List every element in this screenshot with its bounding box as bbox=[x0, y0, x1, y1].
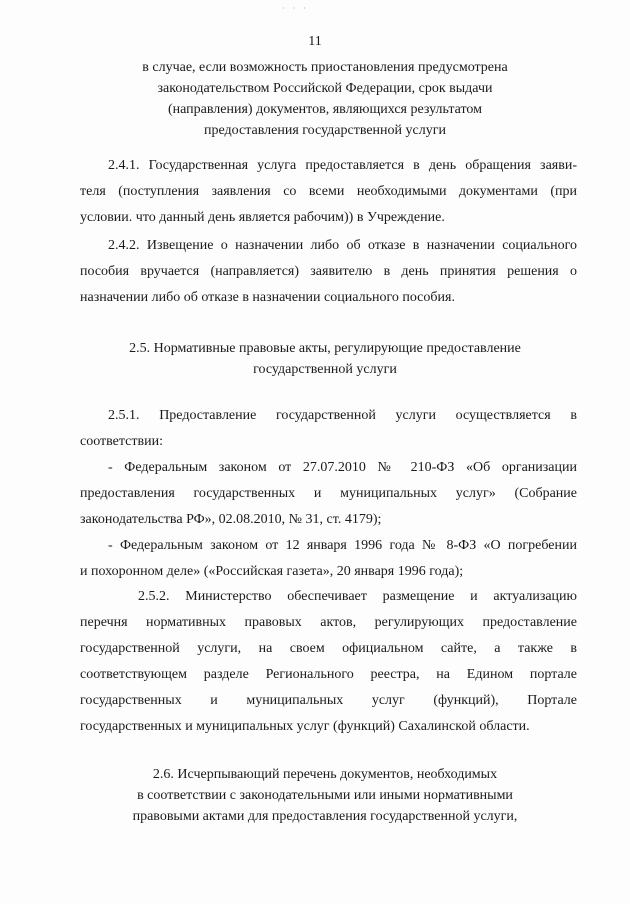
paragraph-line: государственной услуги, на своем официальном сайте, а также в bbox=[80, 641, 577, 656]
section-2-5-heading bbox=[60, 338, 590, 380]
paragraph-line: соответствующем разделе Регионального реестра, на Едином портале bbox=[80, 667, 577, 682]
paragraph-line: 2.4.1. Государственная услуга предоставляется в день обращения заяви- bbox=[108, 158, 577, 173]
paragraph-line: условии. что данный день является рабочим)) в Учреждение. bbox=[80, 210, 445, 225]
paragraph-line: законодательства РФ», 02.08.2010, № 31, ст. 4179); bbox=[80, 512, 382, 527]
paragraph-line: теля (поступления заявления со всеми необходимыми документами (при bbox=[80, 184, 577, 199]
paragraph-line: 2.5.2. Министерство обеспечивает размещение и актуализацию bbox=[138, 589, 577, 604]
heading-line: в случае, если возможность приостановления предусмотрена bbox=[142, 60, 508, 75]
paragraph-line: 2.5.1. Предоставление государственной услуги осуществляется в bbox=[108, 408, 577, 423]
heading-line: 2.5. Нормативные правовые акты, регулирующие предоставление bbox=[129, 341, 521, 356]
scan-dots: · · · bbox=[282, 4, 309, 13]
paragraph-line: и похоронном деле» («Российская газета», 20 января 1996 года); bbox=[80, 564, 464, 579]
paragraph-2-4-2 bbox=[80, 233, 577, 311]
paragraph-line: государственных и муниципальных услуг (функций) Сахалинской области. bbox=[80, 719, 530, 734]
heading-line: предоставления государственной услуги bbox=[204, 123, 446, 138]
paragraph-line: пособия вручается (направляется) заявителю в день принятия решения о bbox=[80, 264, 577, 279]
heading-line: в соответствии с законодательными или иными нормативными bbox=[137, 788, 513, 803]
page-number: 11 bbox=[308, 34, 322, 49]
paragraph-line: назначении либо об отказе в назначении социального пособия. bbox=[80, 290, 455, 305]
paragraph-line: перечня нормативных правовых актов, регулирующих предоставление bbox=[80, 615, 577, 630]
paragraph-2-4-1 bbox=[80, 153, 577, 231]
paragraph-2-5-1 bbox=[80, 403, 577, 455]
heading-line: 2.6. Исчерпывающий перечень документов, необходимых bbox=[152, 767, 498, 782]
heading-line: (направления) документов, являющихся результатом bbox=[167, 102, 483, 117]
intro-heading bbox=[60, 57, 590, 141]
heading-line: правовыми актами для предоставления государственной услуги, bbox=[132, 809, 518, 824]
paragraph-2-5-2 bbox=[80, 584, 577, 740]
law-item-210-fz bbox=[80, 455, 577, 533]
heading-line: законодательством Российской Федерации, срок выдачи bbox=[157, 81, 493, 96]
law-item-8-fz bbox=[80, 533, 577, 585]
paragraph-line: - Федеральным законом от 12 января 1996 года № 8-ФЗ «О погребении bbox=[108, 538, 577, 553]
paragraph-line: предоставления государственных и муниципальных услуг» (Собрание bbox=[80, 486, 577, 501]
heading-line: государственной услуги bbox=[253, 362, 397, 377]
paragraph-line: соответствии: bbox=[80, 434, 163, 449]
paragraph-line: 2.4.2. Извещение о назначении либо об отказе в назначении социального bbox=[108, 238, 577, 253]
paragraph-line: - Федеральным законом от 27.07.2010 № 210-ФЗ «Об организации bbox=[108, 460, 577, 475]
section-2-6-heading bbox=[60, 764, 590, 827]
paragraph-line: государственных и муниципальных услуг (функций), Портале bbox=[80, 693, 577, 708]
